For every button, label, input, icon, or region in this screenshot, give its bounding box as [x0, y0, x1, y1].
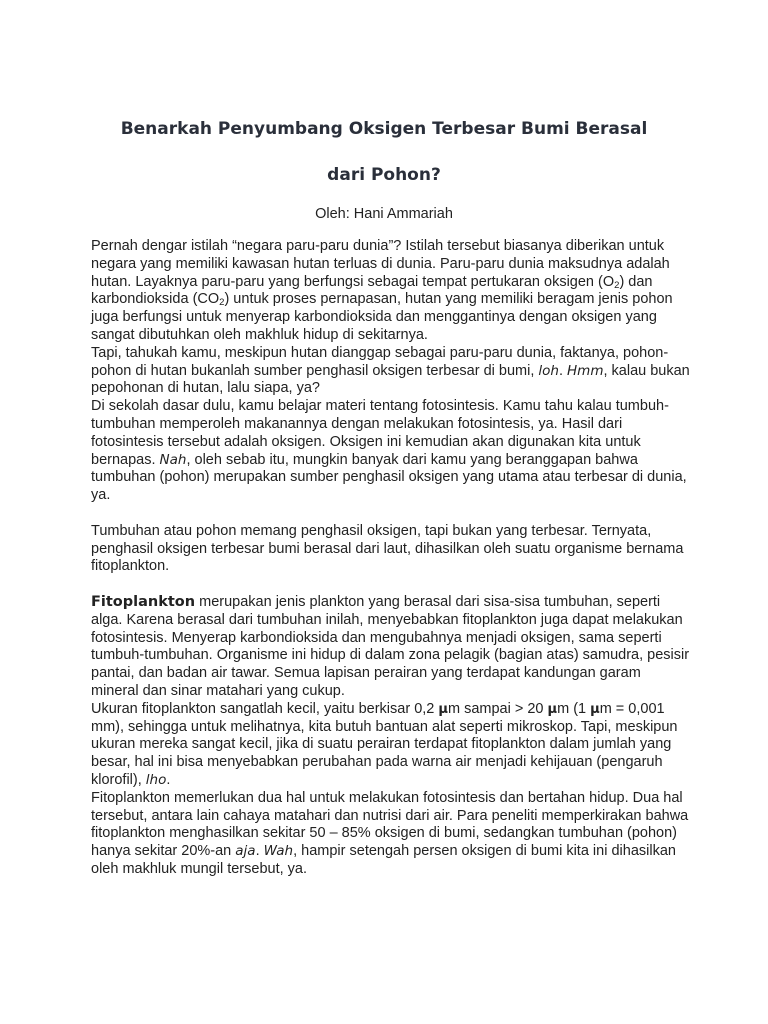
micro-symbol: µ — [547, 701, 558, 717]
paragraph-1 — [91, 238, 691, 345]
italic-word: Nah — [159, 451, 187, 468]
italic-word: Hmm — [567, 362, 604, 379]
paragraph-3-text-b: , oleh sebab itu, mungkin banyak dari kamu yang beranggapan bahwa tumbuhan (pohon) merupakan sumber penghasil oksigen yang utama atau terbesar di dunia, ya. — [91, 451, 687, 504]
paragraph-6-text-e: . — [166, 771, 171, 788]
paragraph-1-text-a: Pernah dengar istilah “negara paru-paru dunia”? Istilah tersebut biasanya diberikan untuk negara yang memiliki kawasan hutan terluas di dunia. Paru-paru dunia maksudnya adalah hutan. Layaknya paru-paru yang berfungsi sebagai tempat pertukaran oksigen (O — [91, 238, 670, 290]
paragraph-spacer — [91, 576, 691, 594]
paragraph-1-text-b: ) dan karbondioksida (CO — [91, 273, 653, 308]
micro-symbol: µ — [438, 701, 448, 717]
title-line-1: Benarkah Penyumbang Oksigen Terbesar Bumi Berasal — [120, 119, 648, 139]
paragraph-1-text-c: ) untuk proses pernapasan, hutan yang memiliki beragam jenis pohon juga berfungsi untuk menyerap karbondioksida dan menggantinya dengan oksigen yang sangat dibutuhkan oleh makhluk hidup di sekitarnya. — [91, 291, 673, 343]
paragraph-6-text-d: m = 0,001 mm), sehingga untuk melihatnya, kita butuh bantuan alat seperti mikroskop. Tapi, meskipun ukuran mereka sangat kecil, jika di suatu perairan terdapat fitoplankton dalam jumlah yang besar, hal ini bisa menyebabkan perubahan pada warna air menjadi kehijauan (pengaruh klorofil), — [91, 700, 678, 788]
paragraph-5 — [91, 594, 691, 701]
author-byline: Oleh: Hani Ammariah — [315, 206, 453, 222]
paragraph-2-text-b: . — [558, 362, 568, 379]
subscript-2: 2 — [614, 279, 620, 291]
italic-word: lho — [145, 771, 167, 788]
micro-symbol: µ — [590, 701, 600, 717]
title-line-2: dari Pohon? — [327, 165, 441, 185]
paragraph-6 — [91, 701, 691, 790]
paragraph-spacer — [91, 505, 691, 523]
paragraph-2-text-c: , kalau bukan pepohonan di hutan, lalu siapa, ya? — [91, 362, 690, 397]
paragraph-7 — [91, 790, 691, 879]
italic-word: aja — [235, 843, 256, 860]
paragraph-7-text-c: , hampir setengah persen oksigen di bumi kita ini dihasilkan oleh makhluk mungil tersebut, ya. — [91, 843, 676, 877]
paragraph-7-text-b: . — [255, 843, 264, 860]
paragraph-3-text-a: Di sekolah dasar dulu, kamu belajar materi tentang fotosintesis. Kamu tahu kalau tumbuh-tumbuhan memperoleh makanannya dengan melakukan fotosintesis, ya. Hasil dari fotosintesis tersebut adalah oksigen. Oksigen ini kemudian akan digunakan kita untuk bernapas. — [91, 398, 669, 468]
paragraph-7-text-a: Fitoplankton memerlukan dua hal untuk melakukan fotosintesis dan bertahan hidup. Dua hal tersebut, antara lain cahaya matahari dan nutrisi dari air. Para peneliti memperkirakan bahwa fitoplankton menghasilkan sekitar 50 – 85% oksigen di bumi, sedangkan tumbuhan (pohon) hanya sekitar 20%-an — [91, 789, 689, 860]
paragraph-3 — [91, 398, 691, 505]
paragraph-6-text-b: m sampai > 20 — [447, 700, 548, 717]
bold-term: Fitoplankton — [91, 593, 196, 610]
paragraph-2 — [91, 345, 691, 398]
paragraph-2-text-a: Tapi, tahukah kamu, meskipun hutan dianggap sebagai paru-paru dunia, faktanya, pohon-pohon di hutan bukanlah sumber penghasil oksigen terbesar di bumi, — [91, 344, 669, 379]
italic-word: Wah — [263, 843, 294, 860]
paragraph-6-text-c: m (1 — [557, 700, 591, 717]
article-body — [91, 238, 691, 879]
subscript-2: 2 — [219, 297, 225, 309]
paragraph-5-text: merupakan jenis plankton yang berasal dari sisa-sisa tumbuhan, seperti alga. Karena berasal dari tumbuhan inilah, menyebabkan fitoplankton juga dapat melakukan fotosintesis. Menyerap karbondioksida dan mengubahnya menjadi oksigen, sama seperti tumbuh-tumbuhan. Organisme ini hidup di dalam zona pelagik (bagian atas) samudra, pesisir pantai, dan badan air tawar. Semua lapisan perairan yang terdapat kandungan garam mineral dan sinar matahari yang cukup. — [91, 593, 690, 699]
paragraph-4: Tumbuhan atau pohon memang penghasil oksigen, tapi bukan yang terbesar. Ternyata, penghasil oksigen terbesar bumi berasal dari laut, dihasilkan oleh suatu organisme bernama fitoplankton. — [91, 522, 684, 575]
paragraph-6-text-a: Ukuran fitoplankton sangatlah kecil, yaitu berkisar 0,2 — [91, 700, 439, 717]
italic-word: loh — [538, 362, 559, 379]
